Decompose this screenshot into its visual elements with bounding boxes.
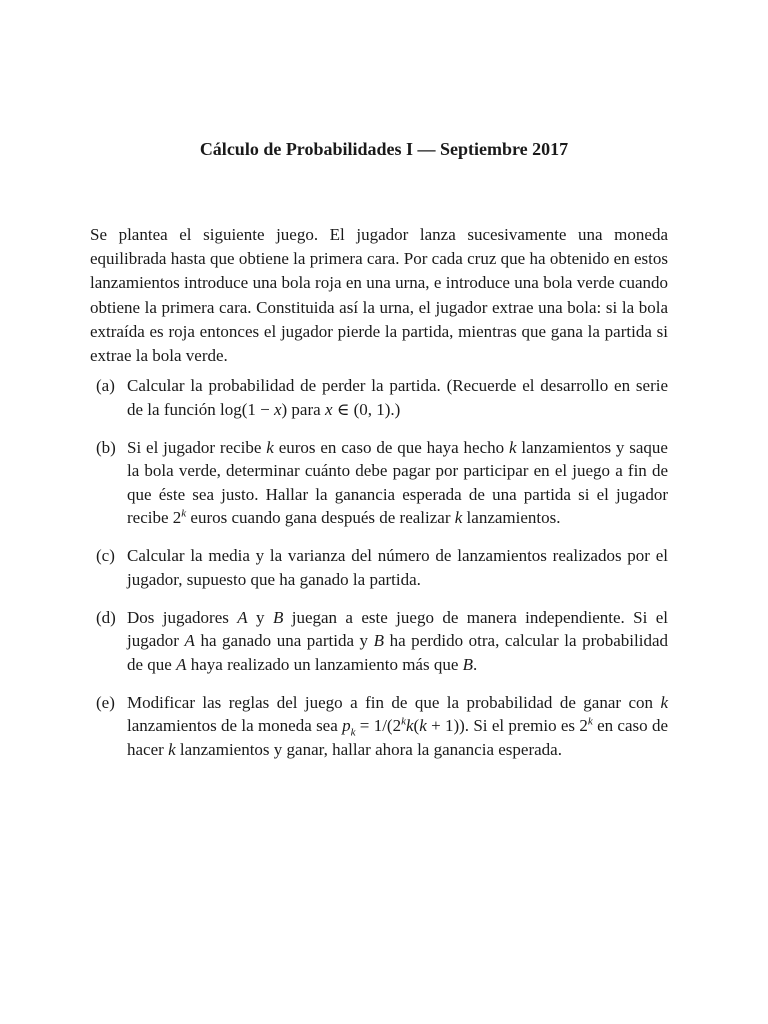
item-text: Modificar las reglas del juego a fin de que la probabilidad de ganar con k lanzamientos de la moneda sea $p_k = 1/(2^kk(k + 1))$. Si el premio es 2$^k$ en caso de hacer k lanzamientos y ganar, hallar ahora la ganancia esperada. bbox=[127, 692, 668, 759]
item-marker: (d) bbox=[96, 607, 116, 627]
item-text: Calcular la media y la varianza del número de lanzamientos realizados por el jugador, supuesto que ha ganado la partida. bbox=[127, 546, 668, 589]
list-item-b bbox=[90, 436, 668, 530]
exercise-list bbox=[90, 374, 668, 776]
page-title: Cálculo de Probabilidades I — Septiembre 2017 bbox=[199, 139, 569, 159]
list-item-d bbox=[90, 606, 668, 677]
list-item-e bbox=[90, 691, 668, 762]
item-text: Calcular la probabilidad de perder la partida. (Recuerde el desarrollo en serie de la función log(1 − x) para x ∈ (0, 1).) bbox=[127, 376, 668, 419]
list-item-a bbox=[90, 374, 668, 421]
item-marker: (e) bbox=[96, 692, 115, 712]
item-marker: (a) bbox=[96, 376, 115, 395]
intro-paragraph: Se plantea el siguiente juego. El jugador lanza sucesivamente una moneda equilibrada hasta que obtiene la primera cara. Por cada cruz que ha obtenido en estos lanzamientos introduce una bola roja en una urna, e introduce una bola verde cuando obtiene la primera cara. Constituida así la urna, el jugador extrae una bola: si la bola extraída es roja entonces el jugador pierde la partida, mientras que gana la partida si extrae la bola verde. bbox=[90, 225, 668, 366]
item-marker: (c) bbox=[96, 546, 115, 565]
item-text: Si el jugador recibe k euros en caso de que haya hecho k lanzamientos y saque la bola verde, determinar cuánto debe pagar por participar en el juego a fin de que éste sea justo. Hallar la ganancia esperada de una partida si el jugador recibe 2$^k$ euros cuando gana después de realizar k lanzamientos. bbox=[127, 437, 668, 527]
item-marker: (b) bbox=[96, 437, 116, 457]
list-item-c bbox=[90, 544, 668, 591]
item-text: Dos jugadores A y B juegan a este juego de manera independiente. Si el jugador A ha ganado una partida y B ha perdido otra, calcular la probabilidad de que A haya realizado un lanzamiento más que B. bbox=[127, 607, 669, 674]
